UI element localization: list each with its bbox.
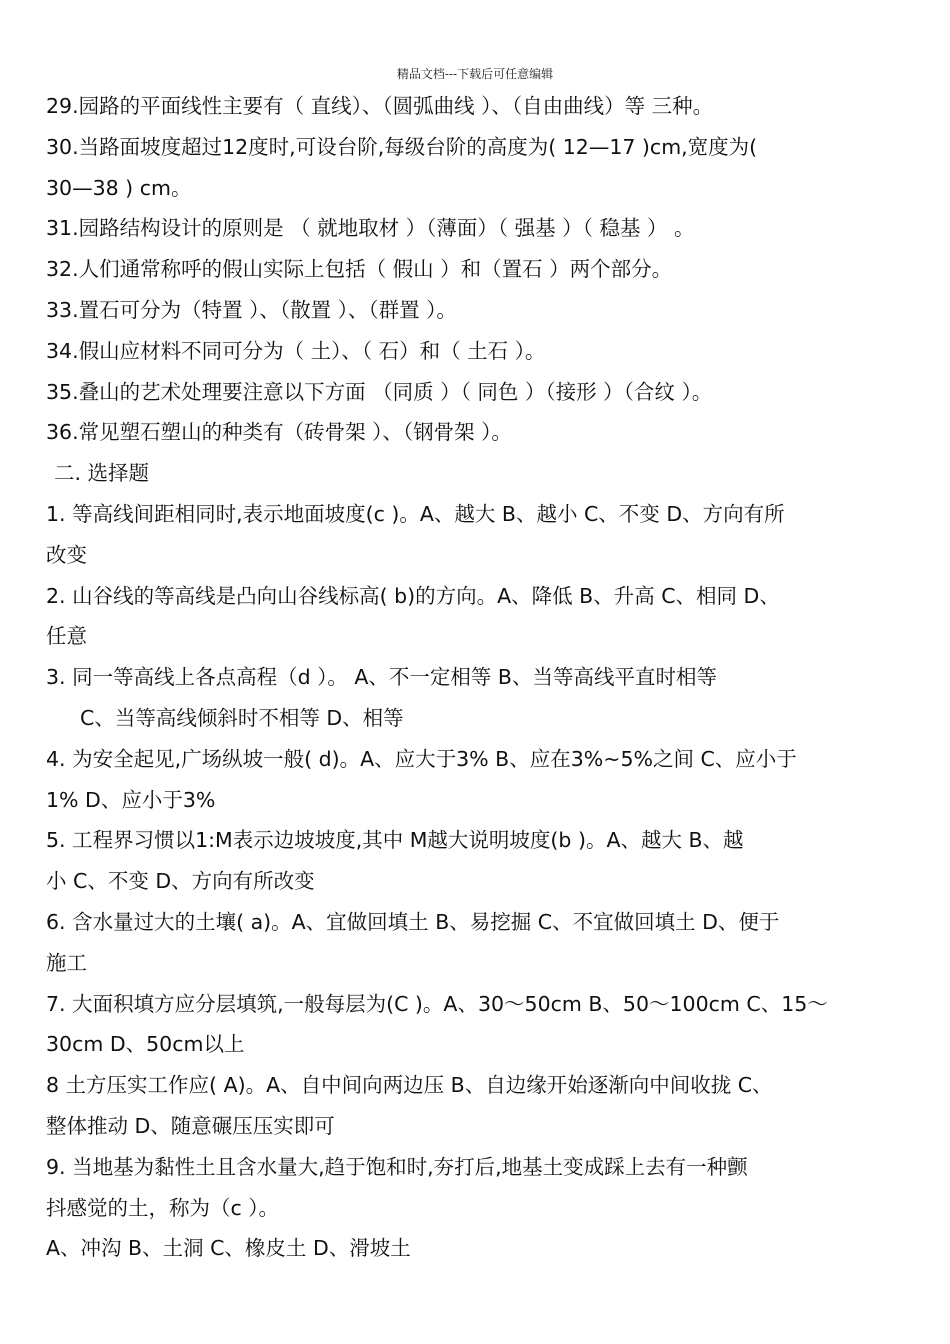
mc1-line-cont: 改变: [46, 542, 87, 567]
mc9-options: A、冲沟 B、土洞 C、橡皮土 D、滑坡土: [46, 1236, 411, 1261]
mc8-line: 8 土方压实工作应( A)。A、自中间向两边压 B、自边缘开始逐渐向中间收拢 C、: [46, 1073, 773, 1098]
mc8-line-cont: 整体推动 D、随意碾压压实即可: [46, 1113, 335, 1138]
mc4-line: 4. 为安全起见,广场纵坡一般( d)。A、应大于3% B、应在3%~5%之间 C、应小于: [46, 746, 797, 771]
mc2-line: 2. 山谷线的等高线是凸向山谷线标高( b)的方向。A、降低 B、升高 C、相同 D、: [46, 583, 780, 608]
mc7-line-cont: 30cm D、50cm以上: [46, 1032, 245, 1057]
mc6-line: 6. 含水量过大的土壤( a)。A、宜做回填土 B、易挖掘 C、不宜做回填土 D、便于: [46, 909, 780, 934]
mc4-line-cont: 1% D、应小于3%: [46, 787, 216, 812]
q31-line: 31.园路结构设计的原则是 （ 就地取材 ）（薄面）（ 强基 ）（ 稳基 ） 。: [46, 216, 695, 241]
q36-line: 36.常见塑石塑山的种类有（砖骨架 ）、（钢骨架 ）。: [46, 420, 512, 445]
q32-line: 32.人们通常称呼的假山实际上包括（ 假山 ）和（置石 ）两个部分。: [46, 257, 673, 282]
mc5-line: 5. 工程界习惯以1:M表示边坡坡度,其中 M越大说明坡度(b )。A、越大 B、越: [46, 828, 744, 853]
q30-line-cont: 30—38 ) cm。: [46, 175, 192, 200]
mc2-line-cont: 任意: [46, 624, 87, 649]
mc1-line: 1. 等高线间距相同时,表示地面坡度(c )。A、越大 B、越小 C、不变 D、方向有所: [46, 501, 785, 526]
q29-line: 29.园路的平面线性主要有（ 直线）、（圆弧曲线 ）、（自由曲线）等 三种。: [46, 94, 714, 118]
mc5-line-cont: 小 C、不变 D、方向有所改变: [46, 869, 315, 894]
mc7-line: 7. 大面积填方应分层填筑,一般每层为(C )。A、30～50cm B、50～100cm C、15～: [46, 991, 828, 1016]
mc6-line-cont: 施工: [46, 950, 87, 975]
q33-line: 33.置石可分为（特置 ）、（散置 ）、（群置 ）。: [46, 297, 457, 322]
document-body: [46, 86, 912, 1269]
q34-line: 34.假山应材料不同可分为（ 土）、（ 石）和（ 土石 ）。: [46, 338, 546, 363]
q35-line: 35.叠山的艺术处理要注意以下方面 （同质 ）（ 同色 ）（接形 ）（合纹 ）。: [46, 379, 713, 404]
mc3-line: 3. 同一等高线上各点高程（d ）。 A、不一定相等 B、当等高线平直时相等: [46, 665, 717, 690]
q30-line: 30.当路面坡度超过12度时,可设台阶,每级台阶的高度为( 12—17 )cm,宽度为(: [46, 134, 758, 159]
mc3-line-cont: C、当等高线倾斜时不相等 D、相等: [80, 705, 404, 730]
mc9-line-cont: 抖感觉的土，称为（c ）。: [46, 1195, 280, 1220]
section-heading-choice: 二. 选择题: [54, 461, 150, 486]
page-header: 精品文档---下载后可任意编辑: [396, 67, 554, 81]
mc9-line: 9. 当地基为黏性土且含水量大,趋于饱和时,夯打后,地基土变成踩上去有一种颤: [46, 1154, 748, 1179]
